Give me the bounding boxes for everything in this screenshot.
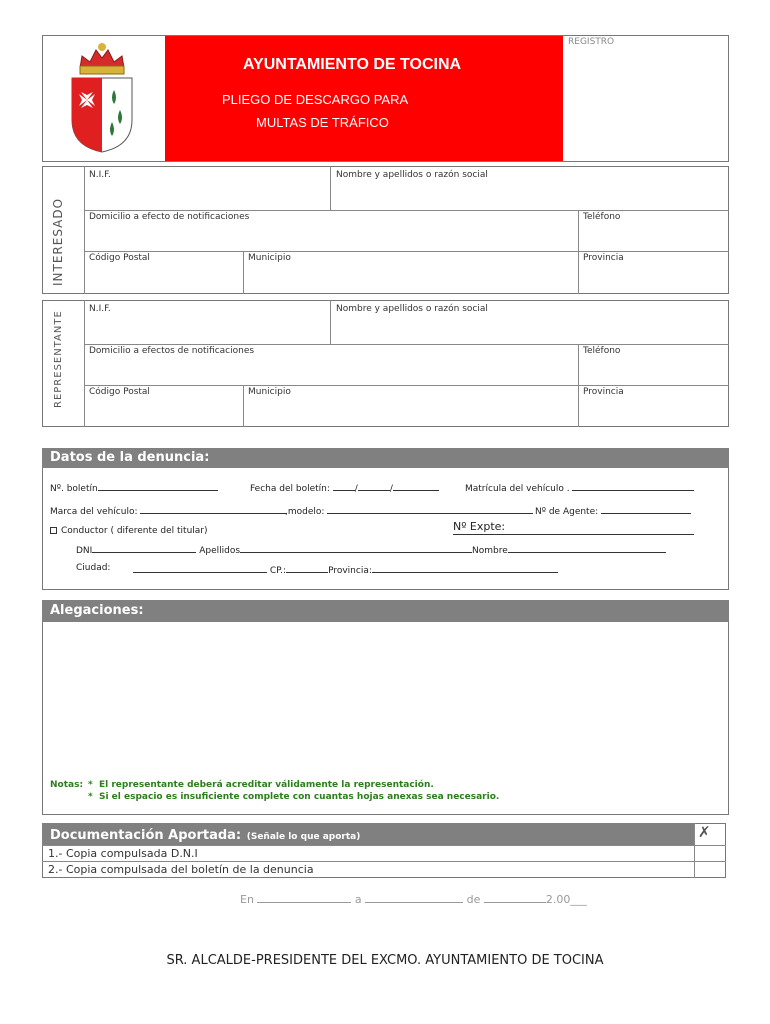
provincia-label: Provincia: [328, 566, 372, 576]
ciudad-cp-provincia-line[interactable] [133, 563, 558, 576]
representante-cp[interactable]: Código Postal [89, 387, 150, 397]
marca-field[interactable] [50, 504, 286, 517]
boletin-field[interactable] [50, 481, 218, 494]
documentacion-hint: (Señale lo que aporta) [246, 832, 361, 842]
agente-label: Nº de Agente: [535, 507, 599, 517]
conductor-checkbox[interactable] [50, 527, 57, 534]
interesado-side-label: INTERESADO [51, 197, 65, 286]
representante-nombre[interactable]: Nombre y apellidos o razón social [336, 304, 488, 314]
doc-check-dni[interactable] [695, 846, 726, 861]
interesado-nif[interactable]: N.I.F. [89, 170, 111, 180]
date-year: 2.00___ [545, 893, 587, 906]
doc-item-boletin[interactable]: 2.- Copia compulsada del boletín de la denuncia [48, 863, 314, 876]
alegaciones-textarea[interactable] [44, 624, 727, 774]
interesado-telefono[interactable]: Teléfono [583, 212, 621, 222]
notas-label: Notas: [50, 780, 84, 790]
agente-field[interactable] [535, 504, 691, 517]
subtitle-line-1: PLIEGO DE DESCARGO PARA [222, 92, 409, 107]
registro-label: REGISTRO [568, 37, 615, 47]
nota-2: * Si el espacio es insuficiente complete con cuantas hojas anexas sea necesario. [88, 792, 500, 802]
expte-underline [453, 534, 694, 535]
representante-provincia[interactable]: Provincia [583, 387, 624, 397]
representante-domicilio[interactable]: Domicilio a efectos de notificaciones [89, 346, 255, 356]
boletin-label: Nº. boletín [50, 484, 98, 494]
nombre-label: Nombre [472, 546, 508, 556]
representante-nif[interactable]: N.I.F. [89, 304, 111, 314]
documentacion-title: Documentación Aportada: [50, 828, 242, 843]
representante-municipio[interactable]: Municipio [248, 387, 291, 397]
interesado-nombre[interactable]: Nombre y apellidos o razón social [336, 170, 488, 180]
conductor-option[interactable] [50, 526, 208, 536]
date-line[interactable] [240, 893, 587, 906]
subtitle-line-2: MULTAS DE TRÁFICO [256, 115, 389, 130]
expte-label: Nº Expte: [453, 520, 506, 533]
fecha-label: Fecha del boletín: [250, 484, 330, 494]
date-a: a [354, 893, 362, 906]
conductor-label: Conductor ( diferente del titular) [61, 526, 208, 536]
dni-field[interactable] [76, 543, 666, 556]
dni-label: DNI [76, 546, 93, 556]
date-en: En [240, 893, 254, 906]
matricula-field[interactable] [465, 481, 694, 494]
date-de: de [466, 893, 481, 906]
coat-of-arms [62, 38, 142, 156]
doc-item-dni[interactable]: 1.- Copia compulsada D.N.I [48, 847, 198, 860]
ciudad-field[interactable] [76, 563, 110, 573]
denuncia-title: Datos de la denuncia: [42, 448, 729, 468]
representante-telefono[interactable]: Teléfono [583, 346, 621, 356]
modelo-field[interactable] [285, 504, 533, 517]
matricula-label: Matrícula del vehículo . [465, 484, 570, 494]
page-title: AYUNTAMIENTO DE TOCINA [242, 56, 462, 73]
interesado-section [42, 166, 729, 294]
alegaciones-title: Alegaciones: [42, 600, 729, 622]
check-header-icon: ✗ [698, 823, 711, 841]
interesado-cp[interactable]: Código Postal [89, 253, 150, 263]
interesado-domicilio[interactable]: Domicilio a efecto de notificaciones [89, 212, 250, 222]
apellidos-label: Apellidos [199, 546, 241, 556]
ciudad-label: Ciudad: [76, 563, 111, 573]
expte-field[interactable] [453, 520, 505, 533]
modelo-label: ,modelo: [285, 507, 325, 517]
doc-check-boletin[interactable] [695, 862, 726, 878]
addressee: SR. ALCALDE-PRESIDENTE DEL EXCMO. AYUNTAMIENTO DE TOCINA [166, 953, 604, 968]
nota-1: * El representante deberá acreditar válidamente la representación. [88, 780, 434, 790]
interesado-provincia[interactable]: Provincia [583, 253, 624, 263]
representante-section [42, 300, 729, 427]
interesado-municipio[interactable]: Municipio [248, 253, 291, 263]
representante-side-label: REPRESENTANTE [53, 310, 64, 408]
marca-label: Marca del vehículo: [50, 507, 138, 517]
documentacion-title-bar [42, 823, 694, 845]
fecha-field[interactable]: Fecha del boletín: / / [250, 481, 439, 494]
cp-label: CP.: [269, 566, 287, 576]
